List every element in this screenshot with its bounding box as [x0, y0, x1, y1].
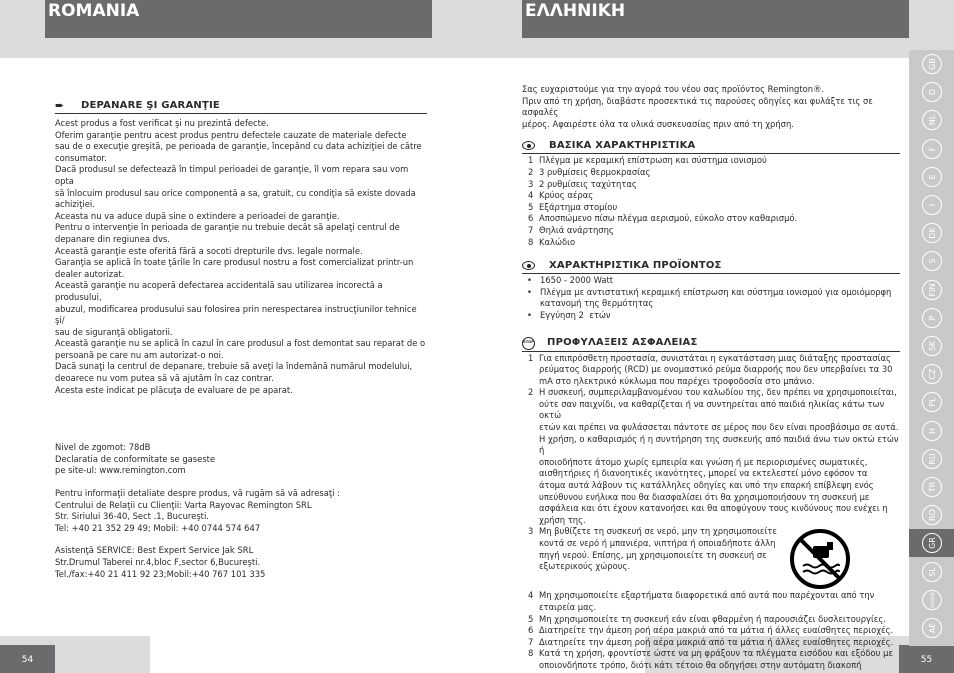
language-tab-dk[interactable] — [915, 219, 948, 247]
item-number: 6 — [528, 213, 534, 224]
language-tab-label: GB — [922, 54, 942, 74]
product-title: ΧΑΡΑΚΤΗΡΙΣΤΙΚΑ ΠΡΟΪΟΝΤΟΣ — [549, 259, 722, 271]
language-tab-label: F — [922, 139, 942, 159]
item-number: 3 — [528, 526, 534, 537]
language-tab-label: TR — [922, 477, 942, 497]
left-page-number: 54 — [0, 645, 55, 673]
language-tab-label: SK — [922, 336, 942, 356]
item-number: 1 — [528, 352, 534, 363]
eye-icon — [522, 141, 535, 150]
item-text: Για επιπρόσθετη προστασία, συνιστάται η εγκατάσταση μιας διάταξης προστασίας ρεύματος διαρροής (RCD) με ονομαστικό ρεύμα διαρροής που δεν υπερβαίνει τα 30 mA στο ηλεκτρικό κύκλωμα που παρέχει τροφοδοσία στο μπάνιο. — [539, 352, 893, 386]
list-item — [522, 526, 900, 590]
language-tab-d[interactable] — [915, 78, 948, 106]
language-tab-pl[interactable] — [915, 388, 948, 416]
item-text: Μη χρησιμοποιείτε εξαρτήματα διαφορετικά από αυτά που παρέχονται από την εταιρεία μας. — [539, 590, 875, 612]
section-title: DEPANARE ŞI GARANŢIE — [81, 99, 220, 111]
language-tab-gb[interactable] — [915, 50, 948, 78]
list-item — [522, 590, 900, 613]
item-text: Διατηρείτε την άμεση ροή αέρα μακριά από τα μάτια ή άλλες ευαίσθητες περιοχές. — [539, 636, 894, 647]
arrow-right-icon: ➨ — [55, 98, 65, 112]
language-tab-strip — [909, 50, 954, 646]
language-tab-fin[interactable] — [915, 276, 948, 304]
language-tab-ru[interactable] — [915, 445, 948, 473]
item-number: 7 — [528, 636, 534, 647]
list-item — [522, 225, 900, 237]
bullet: • — [527, 275, 532, 286]
item-text: Καλώδιο — [539, 236, 576, 247]
list-item — [522, 213, 900, 225]
stop-icon-label: STOP — [523, 340, 534, 345]
list-item — [522, 614, 900, 626]
right-page-number: 55 — [899, 645, 954, 673]
section-heading-warranty — [55, 98, 427, 114]
item-number: 3 — [528, 178, 534, 189]
list-item — [522, 387, 900, 526]
language-tab-label: HR/SRB — [922, 590, 942, 610]
language-tab-label: PL — [922, 392, 942, 412]
language-tab-label: AE — [922, 618, 942, 638]
item-text: Κρύος αέρας — [539, 190, 594, 201]
language-tab-hr-srb[interactable] — [915, 586, 948, 614]
item-number: 6 — [528, 625, 534, 636]
language-tab-e[interactable] — [915, 163, 948, 191]
list-item — [522, 625, 900, 637]
language-tab-label: RU — [922, 449, 942, 469]
language-tab-label: H — [922, 421, 942, 441]
language-tab-ro[interactable] — [915, 501, 948, 529]
item-text: Θηλιά ανάρτησης — [539, 224, 614, 235]
language-tab-ae[interactable] — [915, 614, 948, 642]
language-tab-label: FIN — [922, 280, 942, 300]
noise-level-text: Nivel de zgomot: 78dB Declaratia de conformitate se gaseste pe site-ul: www.remington.com — [55, 442, 216, 476]
list-item — [522, 202, 900, 214]
language-tab-sl[interactable] — [915, 558, 948, 586]
item-text: Μη βυθίζετε τη συσκευή σε νερό, μην τη χρησιμοποιείτε κοντά σε νερό ή μπανιέρα, νιπτήρα ή οποιαδήποτε άλλη πηγή νερού. Επίσης, μη χρησιμοποιείτε τη συσκευή σε εξωτερικούς χώρους. — [539, 526, 777, 572]
item-number: 5 — [528, 613, 534, 624]
item-text: Η συσκευή, συμπεριλαμβανομένου του καλωδίου της, δεν πρέπει να χρησιμοποιείται, ούτε σαν παιχνίδι, να καθαρίζεται ή να συντηρείται από παιδιά ηλικίας κάτω των οκτώ ετών και πρέπει να φυλάσσεται πάντοτε σε μέρος που δεν είναι προσβάσιμο σε αυτά. Η χρήση, ο καθαρισμός ή η συντήρηση της συσκευής από παιδιά άνω των οκτώ ετών ή οποιοδήποτε άτομο χωρίς εμπειρία και γνώση ή με περιορισμένες σωματικές, αισθητήριες ή διανοητικές ικανότητες, μπορεί να εκτελεστεί μόνο εφόσον τα άτομα αυτά λάβουν τις κατάλληλες οδηγίες και υπό την επαρκή επίβλεψη ενός υπεύθυνου ενήλικα που θα διασφαλίσει ότι θα χρησιμοποιήσουν τη συσκευή με ασφάλεια και ότι έχουν κατανοήσει και θα αποφύγουν τους κινδύνους που ενέχει η χρήση της. — [539, 387, 899, 525]
right-page-title: ΕΛΛΗΝΙΚΗ — [522, 0, 909, 38]
language-tab-h[interactable] — [915, 417, 948, 445]
list-item — [522, 190, 900, 202]
language-tab-gr[interactable] — [909, 529, 954, 557]
item-text: Εγγύηση 2 ετών — [540, 309, 611, 320]
language-tab-label: NL — [922, 110, 942, 130]
list-item — [522, 167, 900, 179]
no-water-warning-icon — [789, 528, 851, 590]
item-number: 2 — [528, 387, 534, 398]
bullet: • — [527, 309, 532, 320]
item-text: Διατηρείτε την άμεση ροή αέρα μακριά από τα μάτια ή άλλες ευαίσθητες περιοχές. — [539, 625, 894, 636]
list-item — [522, 637, 900, 649]
language-tab-nl[interactable] — [915, 106, 948, 134]
features-title: ΒΑΣΙΚΑ ΧΑΡΑΚΤΗΡΙΣΤΙΚΑ — [549, 140, 696, 152]
list-item — [522, 287, 900, 310]
item-number: 8 — [528, 236, 534, 247]
item-text: 1650 - 2000 Watt — [540, 275, 614, 286]
item-text: 2 ρυθμίσεις ταχύτητας — [539, 178, 637, 189]
list-item — [522, 648, 900, 671]
item-number: 7 — [528, 224, 534, 235]
language-tab-f[interactable] — [915, 135, 948, 163]
features-list — [522, 155, 900, 248]
item-text: 3 ρυθμίσεις θερμοκρασίας — [539, 166, 651, 177]
language-tab-i[interactable] — [915, 191, 948, 219]
item-text: Πλέγμα με κεραμική επίστρωση και σύστημα ιονισμού — [539, 155, 767, 166]
language-tab-label: E — [922, 167, 942, 187]
right-page-content — [522, 84, 900, 672]
list-item — [522, 179, 900, 191]
item-text: Πλέγμα με αντιστατική κεραμική επίστρωση και σύστημα ιονισμού για ομοιόμορφη κατανομή της θερμότητας — [540, 286, 892, 309]
language-tab-label: S — [922, 251, 942, 271]
list-item — [522, 353, 900, 388]
section-heading-safety — [522, 336, 900, 352]
product-features-list — [522, 275, 900, 321]
warranty-text: Acest produs a fost verificat şi nu prezintă defecte. Oferim garanţie pentru acest produs pentru defectele cauzate de materiale defecte sau de o execuţie greşită, pe perioada de garanţie, începând cu data achiziţiei de către consumator. Dacă produsul se defectează în timpul perioadei de garanţie, îl vom repara sau vom opta să înlocuim produsul sau orice componentă a sa, gratuit, cu condiţia să existe dovada achiziţiei. Aceasta nu va aduce după sine o extindere a perioadei de garanţie. Pentru o intervenţie în perioada de garanţie nu trebuie decât să apelaţi centrul de depanare din regiunea dvs. Această garanţie este oferită fără a socoti drepturile dvs. legale normale. Garanţia se aplică în toate ţările în care produsul nostru a fost comercializat printr-un dealer autorizat. Această garanţie nu acoperă defectarea accidentală sau utilizarea incorectă a produsului, abuzul, modificarea produsului sau folosirea prin nerespectarea instrucţiunilor tehnice şi/ sau de siguranţă obligatorii. Această garanţie nu se aplică în cazul în care produsul a fost demontat sau reparat de o persoană pe care nu am autorizat-o noi. Dacă sunaţi la centrul de depanare, trebuie să aveţi la îndemână numărul modelului, deoarece nu vom putea să vă ajutăm în caz contrar. Acesta este indicat pe plăcuţa de evaluare de pe aparat. — [55, 118, 426, 395]
service-text: Asistenţă SERVICE: Best Expert Service Jak SRL Str.Drumul Taberei nr.4,bloc F,sector 6,Bucureşti. Tel./fax:+40 21 411 92 23;Mobil:+40 767 101 335 — [55, 545, 266, 579]
eye-icon — [522, 261, 535, 270]
bullet: • — [527, 286, 532, 297]
language-tab-s[interactable] — [915, 247, 948, 275]
list-item — [522, 275, 900, 287]
item-number: 4 — [528, 590, 534, 601]
language-tab-label: I — [922, 195, 942, 215]
item-number: 1 — [528, 155, 534, 166]
item-text: Αποσπώμενο πίσω πλέγμα αερισμού, εύκολο στον καθαρισμό. — [539, 213, 798, 224]
item-number: 4 — [528, 190, 534, 201]
left-page-content — [55, 98, 427, 580]
left-page-title: ROMANIA — [45, 0, 432, 38]
safety-title: ΠΡΟΦΥΛΑΞΕΙΣ ΑΣΦΑΛΕΙΑΣ — [547, 337, 698, 349]
language-tab-label: P — [922, 308, 942, 328]
section-heading-features — [522, 138, 900, 154]
language-tab-label: DK — [922, 223, 942, 243]
intro-text: Σας ευχαριστούμε για την αγορά του νέου σας προϊόντος Remington®. Πριν από τη χρήση, διαβάστε προσεκτικά τις παρούσες οδηγίες και φυλάξτε τις σε ασφαλές μέρος. Αφαιρέστε όλα τα υλικά συσκευασίας πριν από τη χρήση. — [522, 84, 873, 129]
contact-text: Pentru informaţii detaliate despre produs, vă rugăm să vă adresaţi : Centrului de Relaţii cu Clienţii: Varta Rayovac Remington SRL Str. Siriului 36-40, Sect .1, Bucureşti. Tel: +40 21 352 29 49; Mobil: +40 0744 574 647 — [55, 488, 340, 533]
section-heading-product — [522, 258, 900, 274]
language-tab-label: SL — [922, 562, 942, 582]
list-item — [522, 155, 900, 167]
item-text: Κατά τη χρήση, φροντίστε ώστε να μη φράξουν τα πλέγματα εισόδου και εξόδου με οποιονδήποτε τρόπο, διότι κάτι τέτοιο θα οδηγήσει στην αυτόματη διακοπή — [539, 648, 893, 670]
language-tab-tr[interactable] — [915, 473, 948, 501]
language-tab-sk[interactable] — [915, 332, 948, 360]
item-text: Εξάρτημα στομίου — [539, 201, 618, 212]
list-item — [522, 310, 900, 322]
language-tab-p[interactable] — [915, 304, 948, 332]
language-tab-label: CZ — [922, 364, 942, 384]
language-tab-label: D — [922, 82, 942, 102]
item-number: 2 — [528, 166, 534, 177]
item-number: 8 — [528, 648, 534, 659]
language-tab-label: GR — [922, 533, 942, 553]
list-item — [522, 237, 900, 249]
item-text: Μη χρησιμοποιείτε τη συσκευή εάν είναι φθαρμένη ή παρουσιάζει δυσλειτουργίες. — [539, 613, 886, 624]
stop-icon — [522, 337, 535, 350]
item-number: 5 — [528, 201, 534, 212]
language-tab-label: RO — [922, 505, 942, 525]
language-tab-cz[interactable] — [915, 360, 948, 388]
safety-list-rest — [522, 590, 900, 671]
safety-list — [522, 353, 900, 672]
